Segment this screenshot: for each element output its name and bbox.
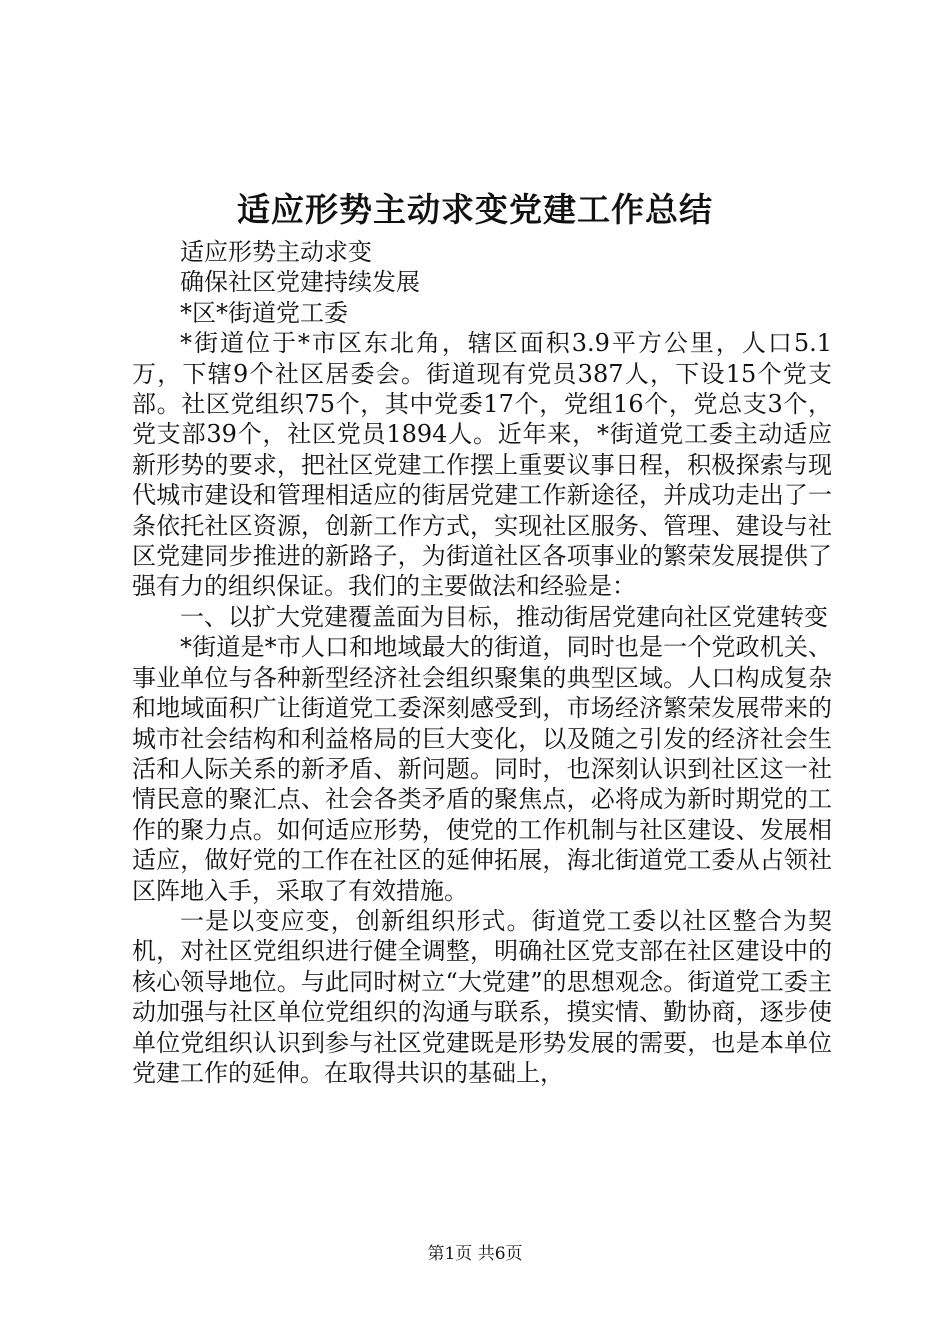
paragraph-body-2: 一是以变应变，创新组织形式。街道党工委以社区整合为契机，对社区党组织进行健全调整，明确社区党支部在社区建设中的核心领导地位。与此同时树立“大党建”的思想观念。街道党工委主动加强与社区单位党组织的沟通与联系，摸实情、勤协商，逐步使单位党组织认识到参与社区党建既是形势发展的需要，也是本单位党建工作的延伸。在取得共识的基础上， bbox=[132, 906, 832, 1087]
paragraph-subtitle-1: 适应形势主动求变 bbox=[180, 238, 372, 266]
paragraph-subtitle-2: 确保社区党建持续发展 bbox=[180, 268, 420, 297]
paragraph-body-1: *街道是*市人口和地域最大的街道，同时也是一个党政机关、事业单位与各种新型经济社会组织聚集的典型区域。人口构成复杂和地域面积广让街道党工委深刻感受到，市场经济繁荣发展带来的城市社会结构和利益格局的巨大变化，以及随之引发的经济社会生活和人际关系的新矛盾、新问题。同时，也深刻认识到社区这一社情民意的聚汇点、社会各类矛盾的聚焦点，必将成为新时期党的工作的聚力点。如何适应形势，使党的工作机制与社区建设、发展相适应，做好党的工作在社区的延伸拓展，海北街道党工委从占领社区阵地入手，采取了有效措施。 bbox=[132, 633, 832, 905]
paragraph-section-heading-1: 一、以扩大党建覆盖面为目标，推动街居党建向社区党建转变 bbox=[180, 602, 828, 631]
document-body bbox=[132, 237, 832, 1088]
paragraph-intro: *街道位于*市区东北角，辖区面积3.9平方公里，人口5.1万，下辖9个社区居委会。街道现有党员387人，下设15个党支部。社区党组织75个，其中党委17个，党组16个，党总支3个，党支部39个，社区党员1894人。近年来，*街道党工委主动适应新形势的要求，把社区党建工作摆上重要议事日程，积极探索与现代城市建设和管理相适应的街居党建工作新途径，并成功走出了一条依托社区资源，创新工作方式，实现社区服务、管理、建设与社区党建同步推进的新路子，为街道社区各项事业的繁荣发展提供了强有力的组织保证。我们的主要做法和经验是： bbox=[132, 329, 832, 601]
paragraph-author: *区*街道党工委 bbox=[180, 298, 348, 327]
page-number-footer: 第1页 共6页 bbox=[427, 1244, 523, 1264]
document-title: 适应形势主动求变党建工作总结 bbox=[237, 190, 713, 229]
